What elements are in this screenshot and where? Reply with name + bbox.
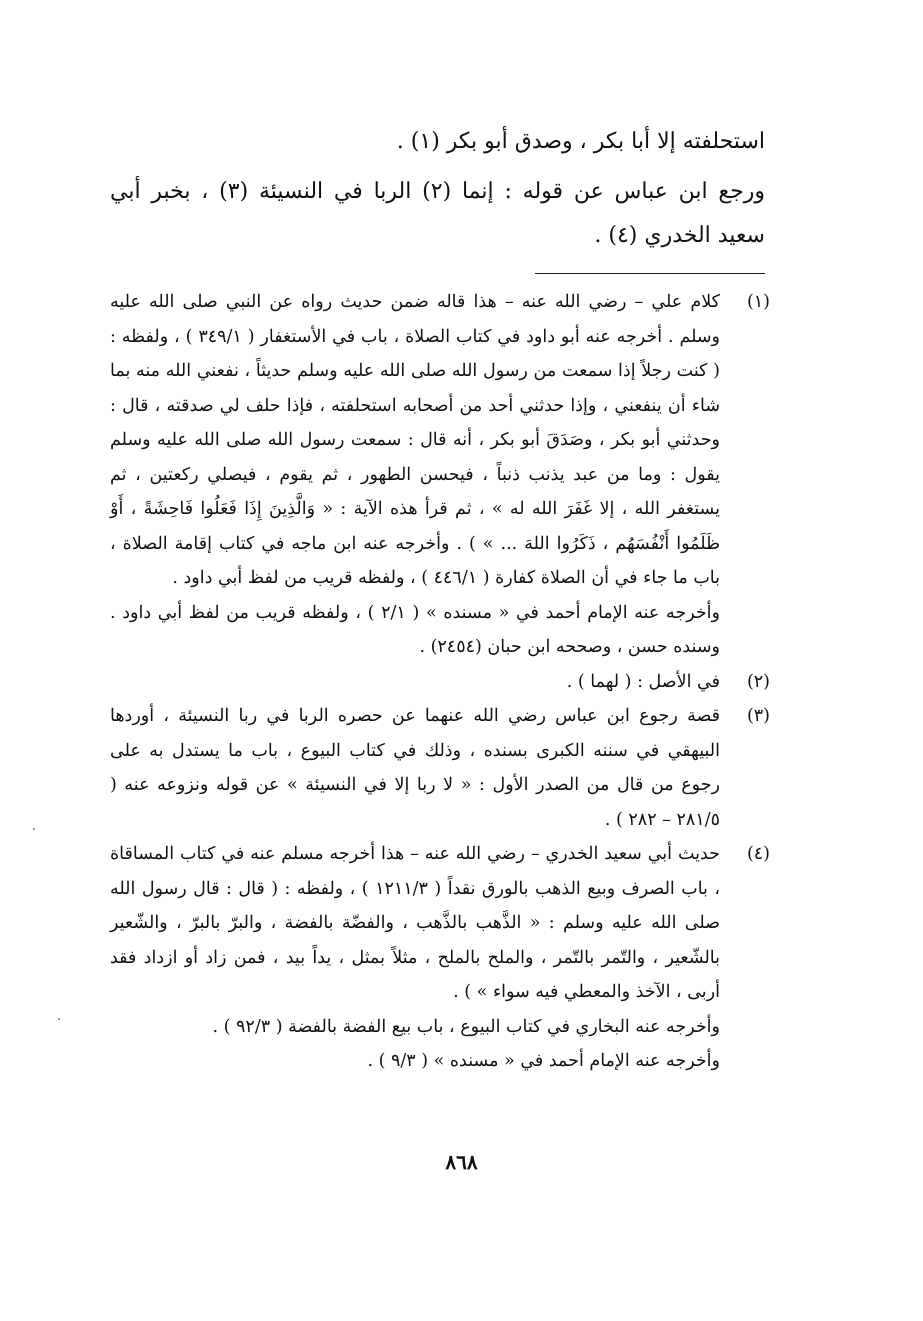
- footnote-1: [110, 285, 770, 665]
- page-number: ٨٦٨: [445, 1150, 478, 1174]
- footnote-paragraph: قصة رجوع ابن عباس رضي الله عنهما عن حصره الربا في ربا النسيئة ، أوردها البيهقي في سننه الكبرى بسنده ، وذلك في كتاب البيوع ، باب ما يستدل به على رجوع من قال من الصدر الأول : « لا ربا إلا في النسيئة » عن قوله ونزوعه عنه ( ٢٨١/٥ – ٢٨٢ ) .: [110, 706, 720, 830]
- main-paragraph: ورجع ابن عباس عن قوله : إنما (٢) الربا في النسيئة (٣) ، بخبر أبي سعيد الخدري (٤) .: [110, 179, 765, 248]
- footnote-3: [110, 699, 770, 837]
- footnote-number: (٣): [746, 706, 770, 726]
- footnote-number: (٢): [746, 671, 770, 692]
- main-paragraph: استحلفته إلا أبا بكر ، وصدق أبو بكر (١) .: [396, 129, 765, 154]
- footnote-number: (١): [746, 292, 770, 312]
- footnote-paragraph: حديث أبي سعيد الخدري – رضي الله عنه – هذا أخرجه مسلم عنه في كتاب المساقاة ، باب الصرف وبيع الذهب بالورق نقداً ( ١٢١١/٣ ) ، ولفظه : ( قال : قال رسول الله صلى الله عليه وسلم : « الذَّهب بالذَّهب ، والفضّة بالفضة ، والبرّ بالبرّ ، والشّعير بالشّعير ، والتّمر بالتّمر ، والملح بالملح ، مثلاً بمثل ، يداً بيد ، فمن زاد أو ازداد فقد أربى ، الآخذ والمعطي فيه سواء » ) .: [110, 844, 720, 1002]
- footnote-2: [110, 665, 770, 700]
- footnote-number: (٤): [746, 844, 770, 864]
- footnote-paragraph: في الأصل : ( لهما ) .: [566, 671, 720, 692]
- footnote-divider: [535, 273, 765, 274]
- scan-speck: [58, 1018, 60, 1020]
- footnotes: [110, 285, 770, 1079]
- footnote-paragraph: وأخرجه عنه البخاري في كتاب البيوع ، باب بيع الفضة بالفضة ( ٩٢/٣ ) .: [212, 1016, 720, 1037]
- footnote-paragraph: وأخرجه عنه الإمام أحمد في « مسنده » ( ٩/٣ ) .: [367, 1051, 720, 1071]
- main-text: [110, 120, 765, 264]
- footnote-paragraph: كلام علي – رضي الله عنه – هذا قاله ضمن حديث رواه عن النبي صلى الله عليه وسلم . أخرجه عنه أبو داود في كتاب الصلاة ، باب في الأستغفار ( ٣٤٩/١ ) ، ولفظه : ( كنت رجلاً إذا سمعت من رسول الله صلى الله عليه وسلم حديثاً ، نفعني الله منه بما شاء أن ينفعني ، وإذا حدثني أحد من أصحابه استحلفته ، فإذا حلف لي صدقته ، قال : وحدثني أبو بكر ، وصَدَقَ أبو بكر ، أنه قال : سمعت رسول الله صلى الله عليه وسلم يقول : وما من عبد يذنب ذنباً ، فيحسن الطهور ، ثم يقوم ، فيصلي ركعتين ، ثم يستغفر الله ، إلا غَفَرَ الله له » ، ثم قرأ هذه الآية : « وَالَّذِينَ إِذَا فَعَلُوا فَاحِشَةً ، أَوْ ظَلَمُوا أَنْفُسَهُم ، ذَكَرُوا اللهَ ... » ) . وأخرجه عنه ابن ماجه في كتاب إقامة الصلاة ، باب ما جاء في أن الصلاة كفارة ( ٤٤٦/١ ) ، ولفظه قريب من لفظ أبي داود .: [110, 292, 720, 588]
- footnote-paragraph: وأخرجه عنه الإمام أحمد في « مسنده » ( ٢/١ ) ، ولفظه قريب من لفظ أبي داود . وسنده حسن ، وصححه ابن حبان (٢٤٥٤) .: [110, 602, 720, 657]
- scan-speck: [33, 828, 35, 830]
- footnote-4: [110, 837, 770, 1079]
